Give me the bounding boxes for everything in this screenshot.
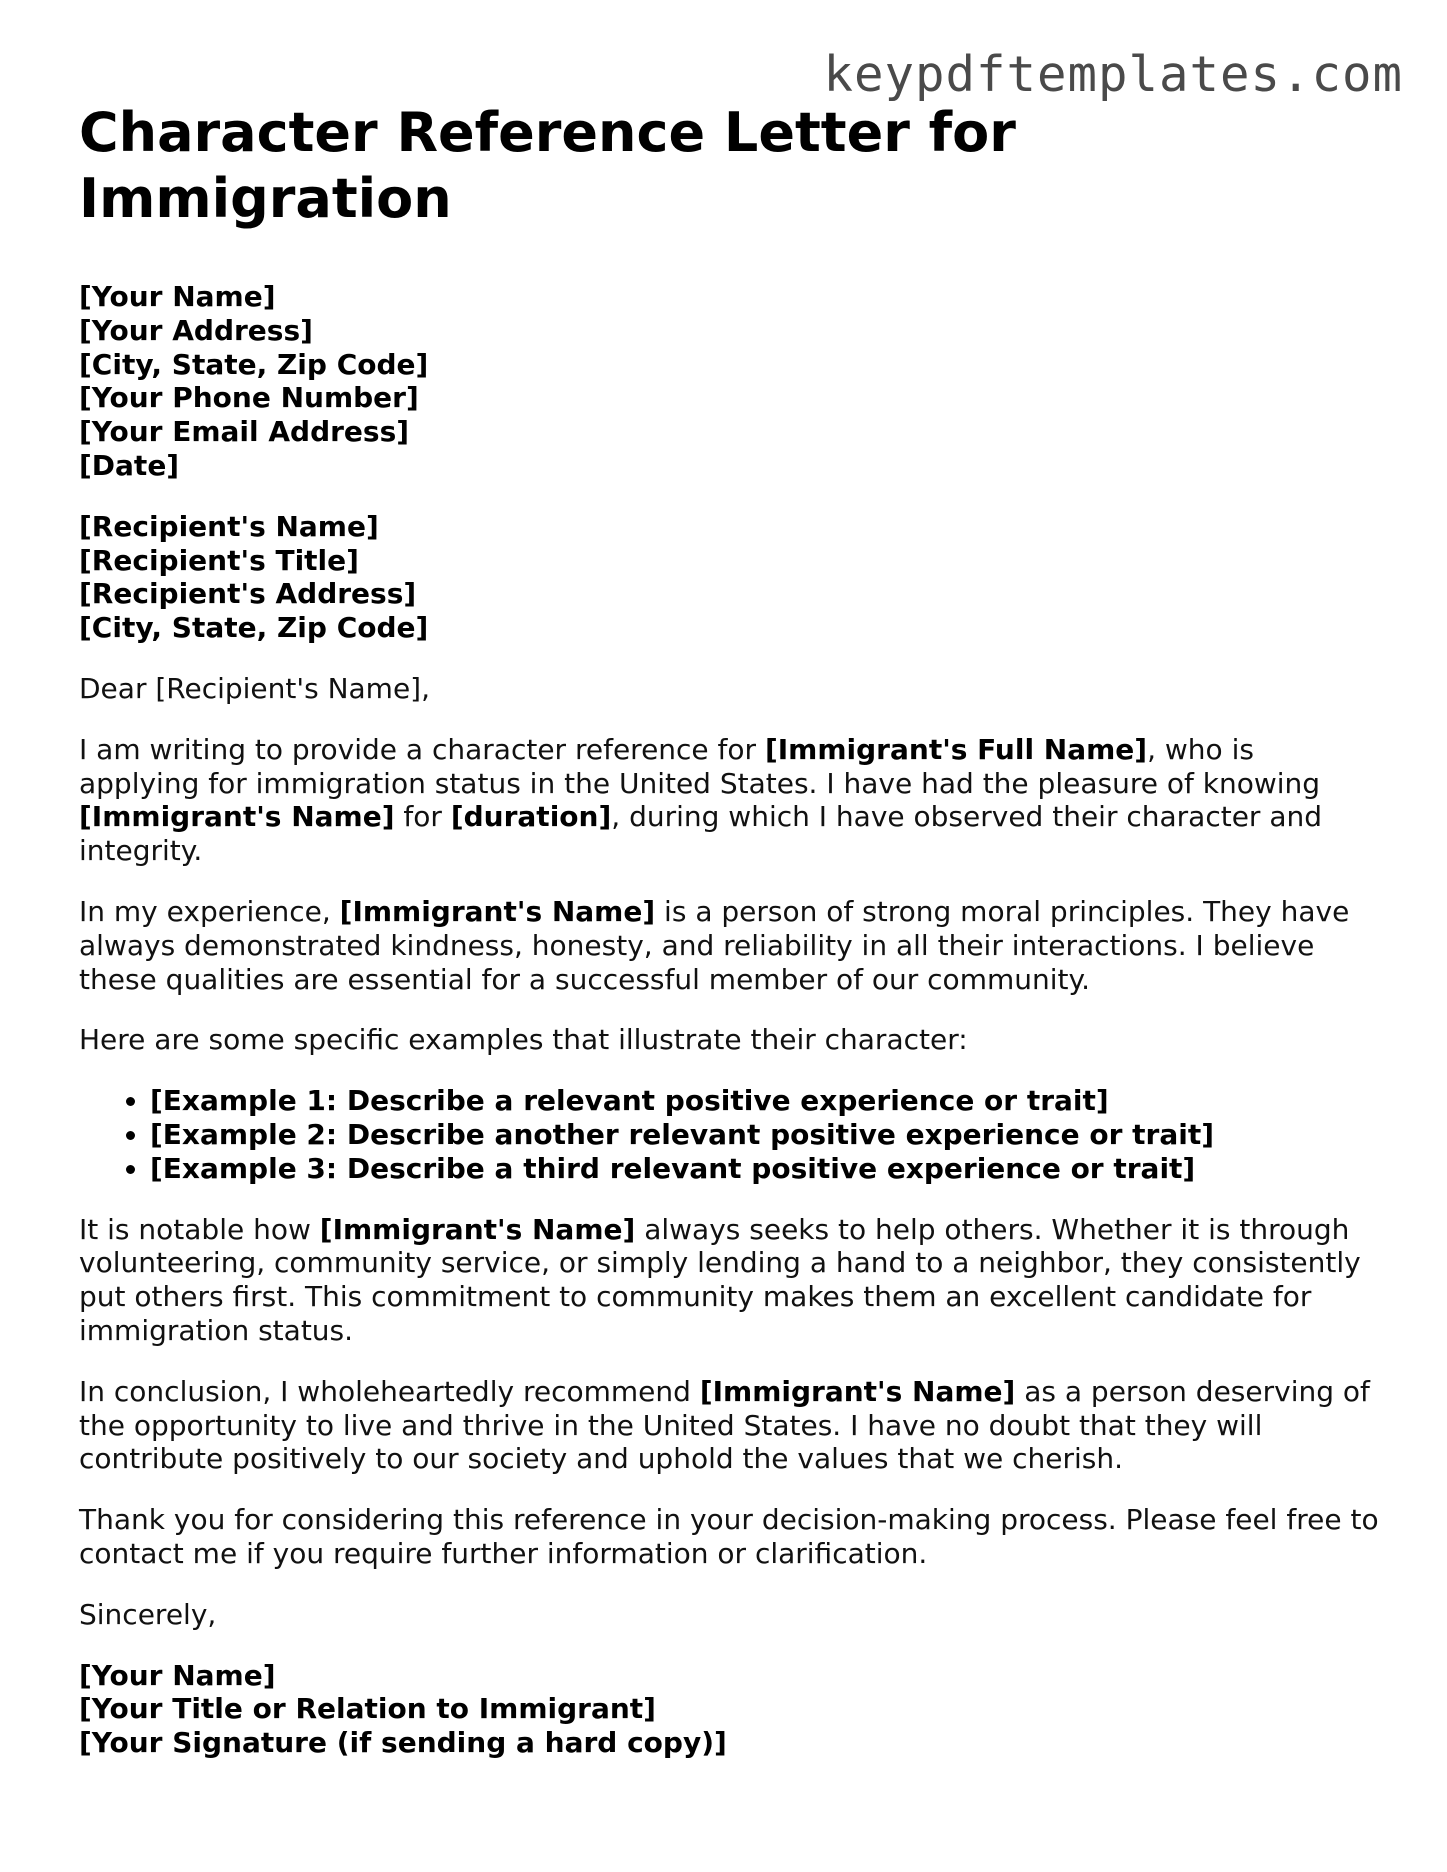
- paragraph-thanks: Thank you for considering this reference in your decision-making process. Please feel free to contact me if you require further information or clarification.: [79, 1503, 1379, 1570]
- placeholder-immigrant-full-name: [Immigrant's Full Name]: [764, 732, 1148, 766]
- sender-block: [79, 280, 1379, 483]
- text-segment: , during which I have observed their character and integrity.: [79, 800, 1323, 868]
- recipient-address: [Recipient's Address]: [79, 577, 417, 611]
- paragraph-examples-intro: Here are some specific examples that illustrate their character:: [79, 1023, 968, 1057]
- signature-block: [79, 1659, 1379, 1760]
- text-segment: It is notable how: [79, 1212, 320, 1246]
- placeholder-immigrant-name: [Immigrant's Name]: [319, 1212, 636, 1246]
- text-segment: always seeks to help others. Whether it is through volunteering, community service, or simply lending a hand to a neighbor, they consistently put others first. This commitment to community makes them an excellent candidate for immigration status.: [79, 1212, 1361, 1347]
- closing: Sincerely,: [79, 1597, 217, 1631]
- paragraph-experience: [79, 895, 1379, 996]
- signer-name: [Your Name]: [79, 1658, 276, 1692]
- sender-city-state-zip: [City, State, Zip Code]: [79, 347, 429, 381]
- letter-date: [Date]: [79, 448, 180, 482]
- text-segment: as a person deserving of the opportunity to live and thrive in the United States. I have no doubt that they will contribute positively to our society and uphold the values that we cherish.: [79, 1374, 1370, 1476]
- list-item: • [Example 1: Describe a relevant positive experience or trait]: [150, 1084, 1379, 1118]
- paragraph-helping-others: [79, 1213, 1379, 1348]
- page-title: Character Reference Letter for Immigration: [79, 101, 1016, 230]
- recipient-name: [Recipient's Name]: [79, 509, 379, 543]
- recipient-title: [Recipient's Title]: [79, 543, 359, 577]
- letter-page: [79, 100, 1379, 1787]
- examples-list: [79, 1084, 1379, 1185]
- text-segment: for: [394, 800, 451, 834]
- sender-name: [Your Name]: [79, 280, 276, 313]
- paragraph-introduction: [79, 733, 1379, 868]
- recipient-block: [79, 510, 1379, 645]
- list-item: • [Example 2: Describe another relevant positive experience or trait]: [150, 1118, 1379, 1152]
- watermark-text: keypdftemplates.com: [823, 46, 1403, 103]
- text-segment: I am writing to provide a character reference for: [79, 732, 765, 766]
- sender-phone: [Your Phone Number]: [79, 381, 419, 415]
- list-item: • [Example 3: Describe a third relevant positive experience or trait]: [150, 1152, 1379, 1186]
- text-segment: is a person of strong moral principles. They have always demonstrated kindness, honesty, and reliability in all their interactions. I believe these qualities are essential for a successful member of our community.: [79, 894, 1350, 996]
- recipient-city-state-zip: [City, State, Zip Code]: [79, 611, 429, 645]
- placeholder-immigrant-name: [Immigrant's Name]: [339, 894, 656, 928]
- sender-email: [Your Email Address]: [79, 415, 410, 449]
- placeholder-immigrant-name: [Immigrant's Name]: [699, 1374, 1016, 1408]
- text-segment: , who is applying for immigration status in the United States. I have had the pleasure of knowing: [79, 732, 1321, 800]
- signer-title: [Your Title or Relation to Immigrant]: [79, 1692, 656, 1726]
- paragraph-conclusion: [79, 1375, 1379, 1476]
- text-segment: In conclusion, I wholeheartedly recommend: [79, 1374, 700, 1408]
- salutation: Dear [Recipient's Name],: [79, 671, 430, 705]
- signer-signature: [Your Signature (if sending a hard copy)]: [79, 1726, 727, 1760]
- placeholder-immigrant-name: [Immigrant's Name]: [79, 800, 395, 834]
- text-segment: In my experience,: [79, 894, 340, 928]
- sender-address: [Your Address]: [79, 313, 313, 347]
- placeholder-duration: [duration]: [450, 800, 612, 834]
